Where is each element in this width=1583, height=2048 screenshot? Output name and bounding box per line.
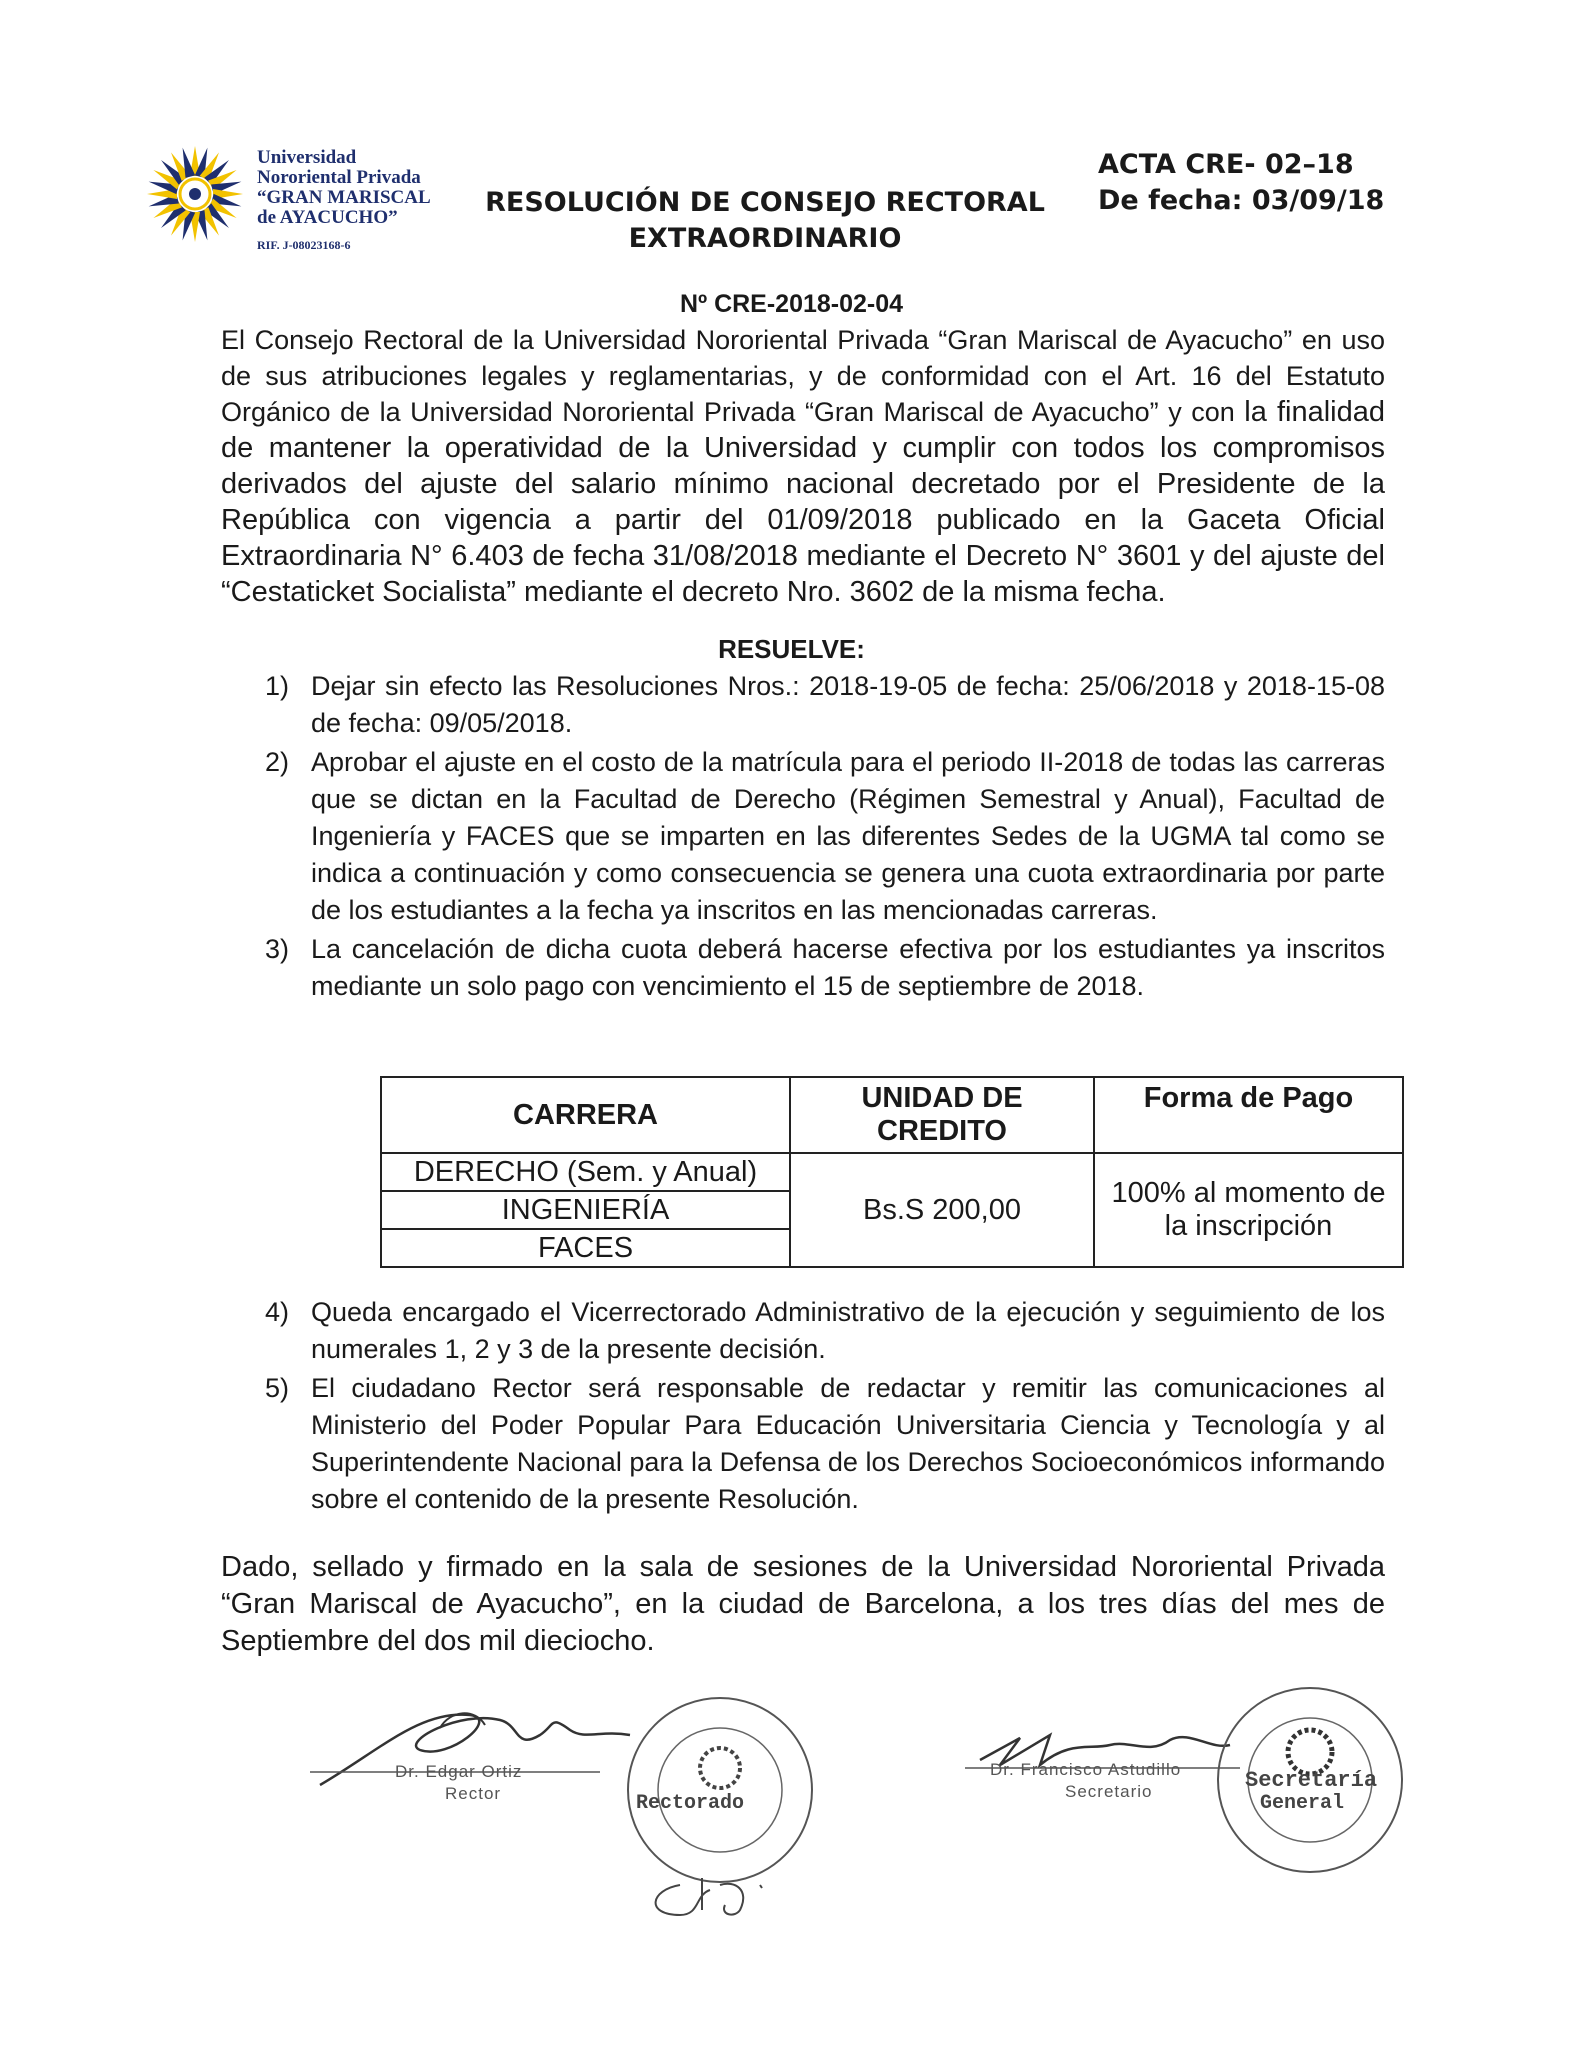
item-number: 2): [265, 747, 290, 777]
item-text: La cancelación de dicha cuota deberá hacerse efectiva por los estudiantes ya inscritos mediante un solo pago con vencimiento el 15 de septiembre de 2018.: [311, 934, 1385, 1001]
list-item: [265, 1370, 1385, 1518]
secretario-name: Dr. Francisco Astudillo: [990, 1760, 1182, 1779]
item-text: Dejar sin efecto las Resoluciones Nros.: 2018-19-05 de fecha: 25/06/2018 y 2018-15-08 de fecha: 09/05/2018.: [311, 671, 1385, 738]
logo-line: Nororiental Privada: [257, 167, 421, 188]
rector-name: Dr. Edgar Ortiz: [395, 1762, 523, 1781]
list-item: [265, 1294, 1385, 1368]
acta-date: De fecha: 03/09/18: [1098, 185, 1385, 216]
logo-line: Universidad: [257, 147, 357, 168]
table-header-row: [381, 1077, 1403, 1153]
fees-table: [380, 1076, 1404, 1268]
acta-number: ACTA CRE- 02–18: [1098, 149, 1354, 180]
list-item: [265, 668, 1385, 742]
secretaria-stamp-text-1: Secretaría: [1245, 1768, 1378, 1793]
carrera-cell: INGENIERÍA: [381, 1191, 790, 1229]
resolution-items-continued: [265, 1294, 1385, 1520]
title-line-1: RESOLUCIÓN DE CONSEJO RECTORAL: [485, 187, 1045, 218]
resolution-number: Nº CRE-2018-02-04: [679, 290, 904, 318]
intro-part-2: la finalidad de mantener la operatividad de la Universidad y cumplir con todos los compromisos derivados del ajuste del salario mínimo nacional decretado por el Presidente de la República con vigencia a partir del 01/09/2018 publicado en la Gaceta Oficial Extraordinaria N° 6.403 de fecha 31/08/2018 mediante el Decreto N° 3601 y del ajuste del “Cestaticket Socialista” mediante el decreto Nro. 3602 de la misma fecha.: [221, 396, 1385, 608]
unidad-cell: Bs.S 200,00: [790, 1153, 1094, 1267]
rectorado-stamp-text: Rectorado: [636, 1792, 745, 1815]
carrera-cell: FACES: [381, 1229, 790, 1267]
initials-mark: [640, 1870, 820, 1930]
item-number: 1): [265, 671, 290, 701]
rectorado-seal: [620, 1690, 820, 1890]
list-item: [265, 931, 1385, 1005]
intro-part-1: El Consejo Rectoral de la Universidad Nororiental Privada “Gran Mariscal de Ayacucho” en uso de sus atribuciones legales y reglamentarias, y de conformidad con el Art. 16 del Estatuto Orgánico de la Universidad Nororiental Privada “Gran Mariscal de Ayacucho” y con: [221, 325, 1385, 427]
document-title: [460, 185, 1070, 257]
sunburst-logo-icon: [140, 142, 255, 257]
item-number: 3): [265, 934, 290, 964]
header-forma: Forma de Pago: [1094, 1077, 1403, 1153]
list-item: [265, 744, 1385, 929]
header-unidad: UNIDAD DE CREDITO: [790, 1077, 1094, 1153]
title-line-2: EXTRAORDINARIO: [628, 223, 902, 254]
resuelve-heading: RESUELVE:: [718, 634, 865, 664]
acta-block: [1098, 147, 1384, 219]
item-number: 4): [265, 1297, 290, 1327]
item-text: El ciudadano Rector será responsable de redactar y remitir las comunicaciones al Ministerio del Poder Popular Para Educación Universitaria Ciencia y Tecnología y al Superintendente Nacional para la Defensa de los Derechos Socioeconómicos informando sobre el contenido de la presente Resolución.: [311, 1373, 1385, 1514]
carrera-cell: DERECHO (Sem. y Anual): [381, 1153, 790, 1191]
rector-title: Rector: [445, 1784, 502, 1803]
table-row: [381, 1153, 1403, 1191]
forma-cell: 100% al momento de la inscripción: [1094, 1153, 1403, 1267]
closing-paragraph: Dado, sellado y firmado en la sala de sesiones de la Universidad Nororiental Privada “Gran Mariscal de Ayacucho”, en la ciudad de Barcelona, a los tres días del mes de Septiembre del dos mil dieciocho.: [221, 1551, 1385, 1657]
secretario-title: Secretario: [1065, 1782, 1153, 1801]
item-number: 5): [265, 1373, 290, 1403]
item-text: Aprobar el ajuste en el costo de la matrícula para el periodo II-2018 de todas las carreras que se dictan en la Facultad de Derecho (Régimen Semestral y Anual), Facultad de Ingeniería y FACES que se imparten en las diferentes Sedes de la UGMA tal como se indica a continuación y como consecuencia se genera una cuota extraordinaria por parte de los estudiantes a la fecha ya inscritos en las mencionadas carreras.: [311, 747, 1385, 925]
resolution-items: [265, 668, 1385, 1007]
logo-line: “GRAN MARISCAL: [257, 187, 431, 208]
logo-name: [257, 148, 431, 228]
header-carrera: CARRERA: [381, 1077, 790, 1153]
logo-rif: RIF. J-08023168-6: [257, 238, 351, 252]
item-text: Queda encargado el Vicerrectorado Administrativo de la ejecución y seguimiento de los numerales 1, 2 y 3 de la presente decisión.: [311, 1297, 1385, 1364]
university-logo: [140, 142, 440, 262]
secretaria-stamp-text-2: General: [1260, 1792, 1345, 1815]
intro-paragraph: [221, 322, 1385, 610]
logo-line: de AYACUCHO”: [257, 207, 398, 228]
